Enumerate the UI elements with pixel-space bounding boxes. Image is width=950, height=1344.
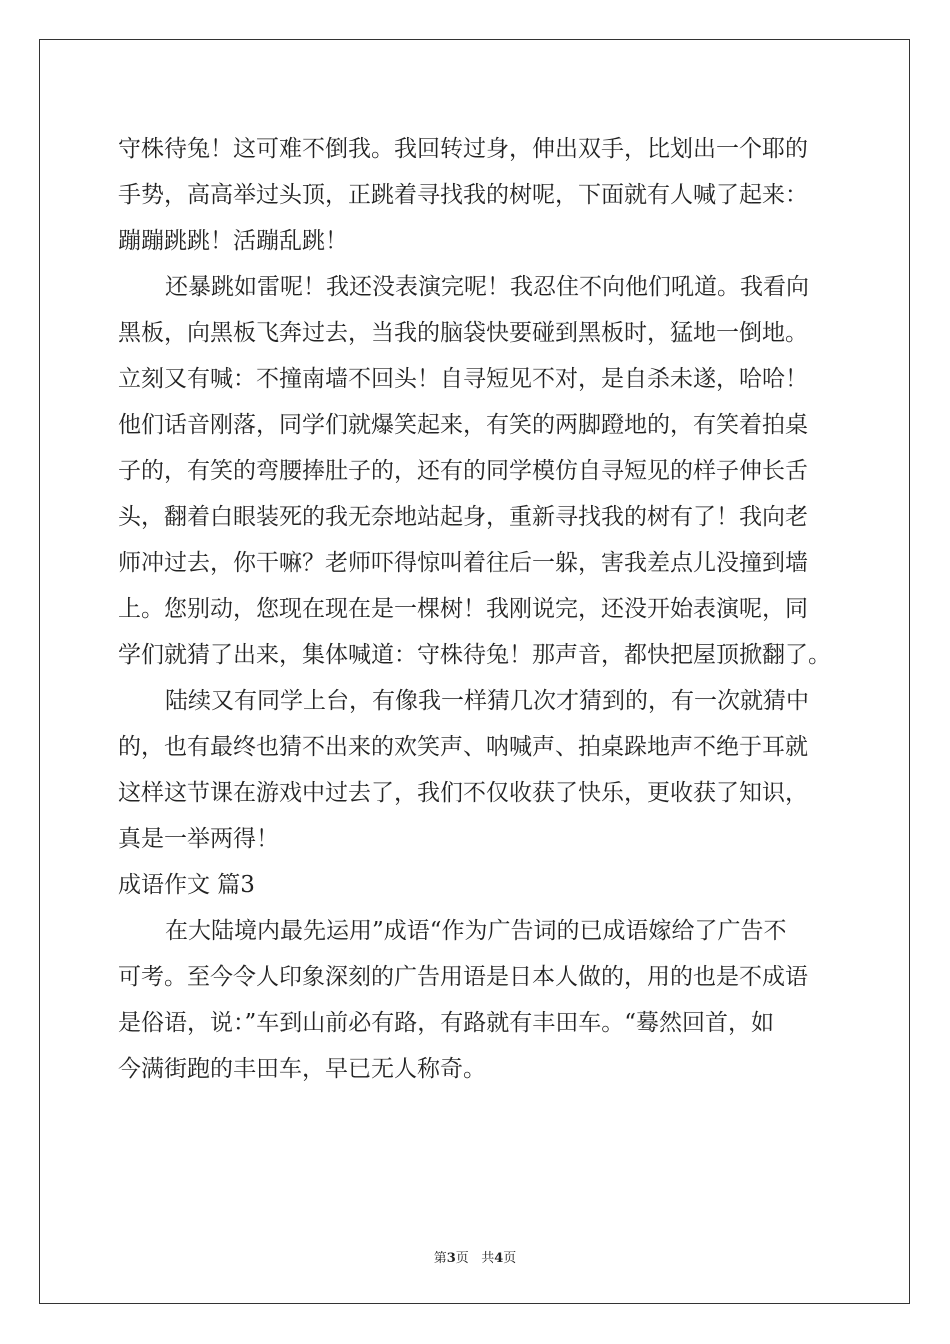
text-line: 蹦蹦跳跳！活蹦乱跳！: [118, 228, 348, 254]
text-line: 头，翻着白眼装死的我无奈地站起身，重新寻找我的树有了！我向老: [118, 504, 808, 530]
text-line: 上。您别动，您现在现在是一棵树！我刚说完，还没开始表演呢，同: [118, 596, 808, 622]
paragraph-start: 陆续又有同学上台，有像我一样猜几次才猜到的，有一次就猜中: [165, 688, 809, 714]
footer-suffix: 页: [503, 1251, 517, 1266]
section-heading: 成语作文 篇3: [118, 872, 255, 898]
text-line: 手势，高高举过头顶，正跳着寻找我的树呢，下面就有人喊了起来：: [118, 182, 808, 208]
text-line: 守株待兔！这可难不倒我。我回转过身，伸出双手，比划出一个耶的: [118, 136, 808, 162]
current-page-number: 3: [446, 1251, 456, 1266]
total-page-number: 4: [494, 1251, 504, 1266]
footer-middle: 页 共: [455, 1251, 495, 1266]
text-line: 他们话音刚落，同学们就爆笑起来，有笑的两脚蹬地的，有笑着拍桌: [118, 412, 808, 438]
text-line: 真是一举两得！: [118, 826, 279, 852]
text-line: 这样这节课在游戏中过去了，我们不仅收获了快乐，更收获了知识，: [118, 780, 808, 806]
text-line: 今满街跑的丰田车，早已无人称奇。: [118, 1056, 486, 1082]
text-line: 师冲过去，你干嘛？老师吓得惊叫着往后一躲，害我差点儿没撞到墙: [118, 550, 808, 576]
text-line: 黑板，向黑板飞奔过去，当我的脑袋快要碰到黑板时，猛地一倒地。: [118, 320, 808, 346]
paragraph-start: 还暴跳如雷呢！我还没表演完呢！我忍住不向他们吼道。我看向: [165, 274, 809, 300]
page-footer: [0, 1247, 950, 1266]
text-line: 立刻又有喊：不撞南墙不回头！自寻短见不对，是自杀未遂，哈哈！: [118, 366, 808, 392]
paragraph-start: 在大陆境内最先运用”成语“作为广告词的已成语嫁给了广告不: [165, 918, 787, 944]
text-line: 学们就猜了出来，集体喊道：守株待兔！那声音，都快把屋顶掀翻了。: [118, 642, 831, 668]
text-line: 的，也有最终也猜不出来的欢笑声、呐喊声、拍桌跺地声不绝于耳就: [118, 734, 808, 760]
footer-prefix: 第: [433, 1251, 447, 1266]
text-line: 可考。至今令人印象深刻的广告用语是日本人做的，用的也是不成语: [118, 964, 808, 990]
text-line: 是俗语，说：”车到山前必有路，有路就有丰田车。“蓦然回首，如: [118, 1010, 775, 1036]
text-line: 子的，有笑的弯腰捧肚子的，还有的同学模仿自寻短见的样子伸长舌: [118, 458, 808, 484]
